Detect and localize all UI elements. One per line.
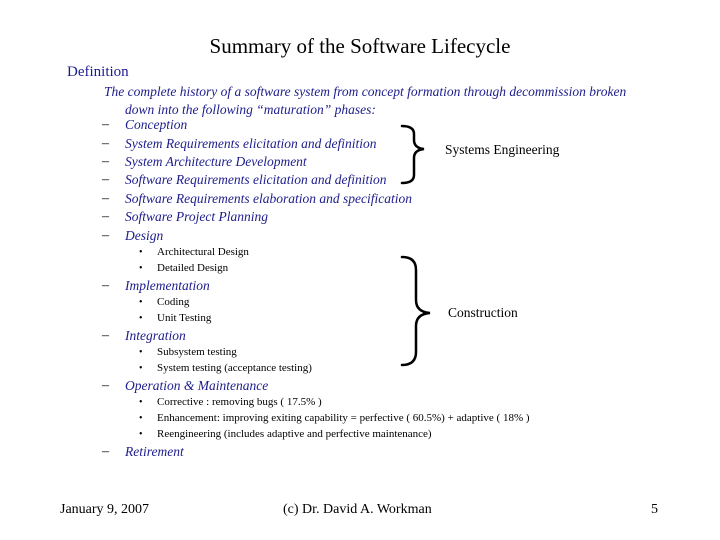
phase-project-planning: Software Project Planning [125,209,268,224]
construction-brace [402,257,430,365]
dash-bullet: – [102,117,109,132]
dash-bullet: – [102,154,109,169]
bullet-dot: • [139,397,143,408]
bullet-dot: • [139,247,143,258]
bullet-dot: • [139,297,143,308]
phase-system-requirements: System Requirements elicitation and definition [125,136,377,151]
definition-text-line2: down into the following “maturation” phases: [125,102,376,117]
implementation-item: Unit Testing [157,312,212,324]
systems-engineering-brace [402,126,424,183]
dash-bullet: – [102,228,109,243]
dash-bullet: – [102,378,109,393]
implementation-item: Coding [157,296,190,308]
definition-text-line1: The complete history of a software system from concept formation through decommission broken [104,84,627,99]
bullet-dot: • [139,363,143,374]
dash-bullet: – [102,209,109,224]
dash-bullet: – [102,136,109,151]
phase-implementation: Implementation [125,278,210,293]
dash-bullet: – [102,191,109,206]
dash-bullet: – [102,328,109,343]
definition-heading: Definition [67,64,129,80]
phase-system-architecture: System Architecture Development [125,154,307,169]
dash-bullet: – [102,172,109,187]
phase-operation-maintenance: Operation & Maintenance [125,378,269,393]
bullet-dot: • [139,347,143,358]
footer-author: (c) Dr. David A. Workman [283,502,432,517]
slide-title: Summary of the Software Lifecycle [209,34,511,58]
phase-retirement: Retirement [125,444,184,459]
phase-integration: Integration [125,328,186,343]
dash-bullet: – [102,278,109,293]
design-item: Detailed Design [157,262,229,274]
bullet-dot: • [139,313,143,324]
phase-conception: Conception [125,117,188,132]
bullet-dot: • [139,263,143,274]
design-item: Architectural Design [157,246,249,258]
bullet-dot: • [139,413,143,424]
construction-label: Construction [448,305,518,320]
phase-software-requirements-elicitation: Software Requirements elicitation and definition [125,172,387,187]
maintenance-item: Reengineering (includes adaptive and perfective maintenance) [157,428,432,440]
page-number: 5 [651,502,658,517]
phase-design: Design [125,228,164,243]
integration-item: Subsystem testing [157,346,237,358]
maintenance-item: Enhancement: improving exiting capability = perfective ( 60.5%) + adaptive ( 18% ) [157,412,530,424]
systems-engineering-label: Systems Engineering [445,142,560,157]
integration-item: System testing (acceptance testing) [157,362,312,374]
dash-bullet: – [102,444,109,459]
bullet-dot: • [139,429,143,440]
maintenance-item: Corrective : removing bugs ( 17.5% ) [157,396,322,408]
footer-date: January 9, 2007 [60,502,150,517]
phase-software-requirements-elaboration: Software Requirements elaboration and specification [125,191,412,206]
